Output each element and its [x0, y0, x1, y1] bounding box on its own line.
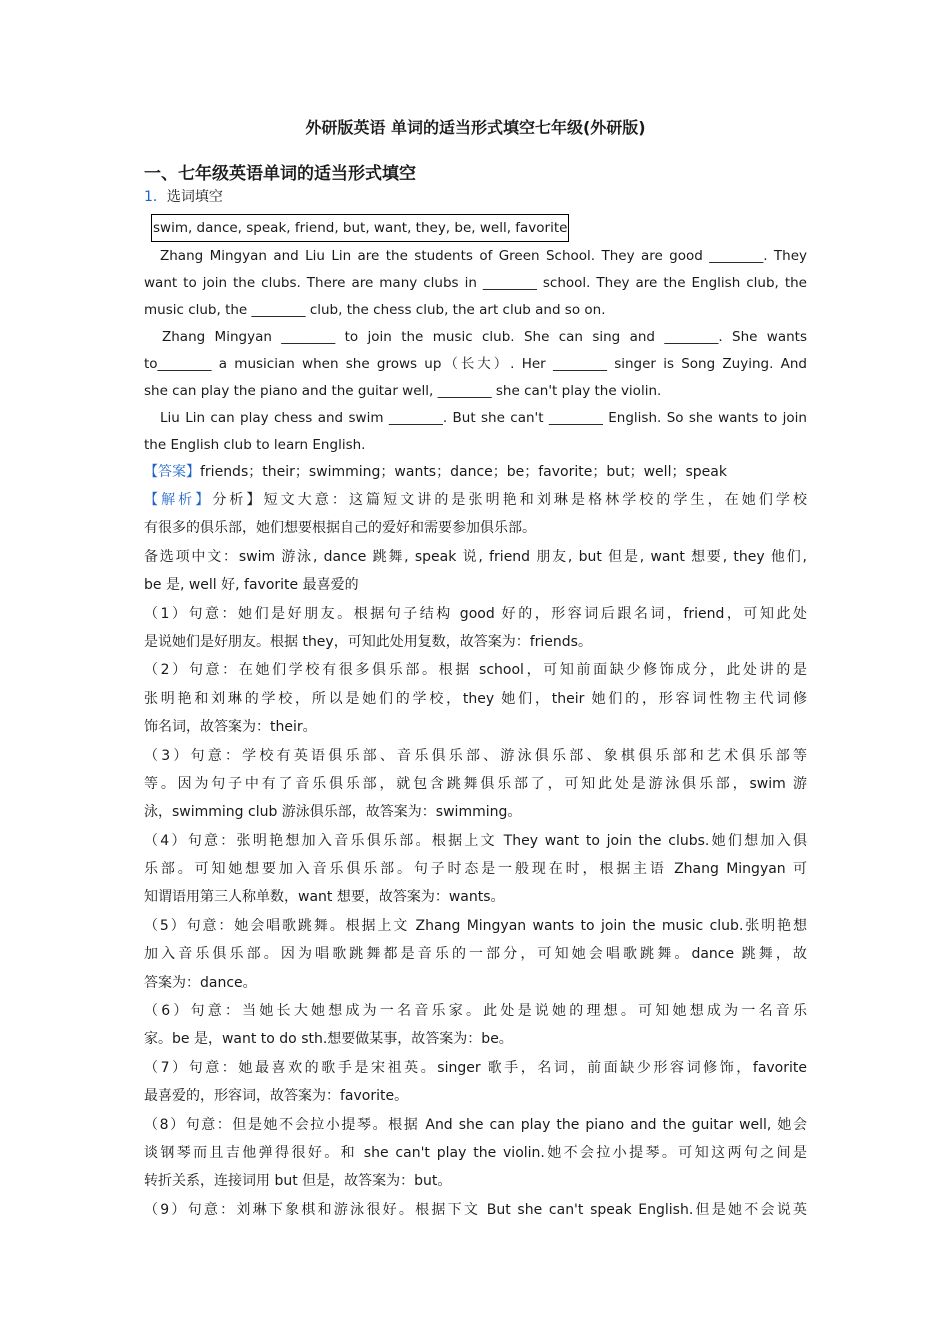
passage-line: to________ a musician when she grows up（长大）. Her ________ singer is Song Zuying. And — [144, 356, 807, 372]
analysis-line: 家。be 是，want to do sth.想要做某事，故答案为：be。 — [144, 1031, 513, 1048]
passage-line: Liu Lin can play chess and swim ________. But she can't ________ English. So she wants to join — [160, 410, 807, 426]
answer-tag: 【答案】 — [144, 464, 200, 480]
passage-line: music club, the ________ club, the chess club, the art club and so on. — [144, 302, 606, 318]
analysis-line: （2）句意：在她们学校有很多俱乐部。根据 school，可知前面缺少修饰成分，此处讲的是 — [144, 662, 807, 679]
analysis-text: 分析】短文大意：这篇短文讲的是张明艳和刘琳是格林学校的学生，在她们学校 — [212, 492, 807, 508]
passage-line: the English club to learn English. — [144, 437, 366, 453]
passage-line: Zhang Mingyan ________ to join the music club. She can sing and ________. She wants — [162, 329, 807, 345]
analysis-line: 有很多的俱乐部，她们想要根据自己的爱好和需要参加俱乐部。 — [144, 520, 536, 537]
analysis-line: be 是, well 好, favorite 最喜爱的 — [144, 577, 359, 594]
analysis-line: 知谓语用第三人称单数，want 想要，故答案为：wants。 — [144, 889, 505, 906]
question-number: 1． — [144, 189, 167, 205]
analysis-line: （8）句意：但是她不会拉小提琴。根据 And she can play the piano and the guitar well, 她会 — [144, 1116, 807, 1133]
passage — [144, 243, 807, 459]
analysis-line: 张明艳和刘琳的学校，所以是她们的学校，they 她们，their 她们的，形容词性物主代词修 — [144, 690, 807, 707]
analysis-line: （1）句意：她们是好朋友。根据句子结构 good 好的，形容词后跟名词，friend，可知此处 — [144, 605, 807, 622]
passage-paragraph — [144, 243, 807, 324]
passage-line: Zhang Mingyan and Liu Lin are the students of Green School. They are good ________. They — [160, 248, 807, 264]
answer-line — [144, 459, 727, 486]
document-title: 外研版英语 单词的适当形式填空七年级(外研版) — [305, 118, 646, 137]
analysis-line: 乐部。可知她想要加入音乐俱乐部。句子时态是一般现在时，根据主语 Zhang Mingyan 可 — [144, 861, 807, 878]
analysis-line: （4）句意：张明艳想加入音乐俱乐部。根据上文 They want to join the clubs.她们想加入俱 — [144, 832, 807, 849]
question-header — [144, 186, 223, 208]
analysis-line: （7）句意：她最喜欢的歌手是宋祖英。singer 歌手，名词，前面缺少形容词修饰，favorite — [144, 1059, 807, 1076]
analysis-tag: 【解析】 — [144, 492, 213, 508]
analysis-line: （5）句意：她会唱歌跳舞。根据上文 Zhang Mingyan wants to join the music club.张明艳想 — [144, 917, 807, 934]
analysis-line: 谈钢琴而且吉他弹得很好。和 she can't play the violin.她不会拉小提琴。可知这两句之间是 — [144, 1144, 807, 1161]
word-bank-box: swim, dance, speak, friend, but, want, they, be, well, favorite — [151, 214, 569, 242]
analysis-line: 等。因为句子中有了音乐俱乐部，就包含跳舞俱乐部了，可知此处是游泳俱乐部，swim 游 — [144, 775, 807, 792]
analysis-line: 泳，swimming club 游泳俱乐部，故答案为：swimming。 — [144, 804, 522, 821]
analysis-first-line — [144, 486, 807, 514]
analysis-line: 备选项中文：swim 游泳, dance 跳舞, speak 说, friend 朋友, but 但是, want 想要, they 他们, — [144, 548, 807, 565]
passage-paragraph — [144, 324, 807, 405]
analysis-line: （3）句意：学校有英语俱乐部、音乐俱乐部、游泳俱乐部、象棋俱乐部和艺术俱乐部等 — [144, 747, 807, 764]
analysis-block — [144, 486, 807, 1224]
analysis-line: 最喜爱的，形容词，故答案为：favorite。 — [144, 1088, 409, 1105]
analysis-line: 转折关系，连接词用 but 但是，故答案为：but。 — [144, 1173, 452, 1190]
analysis-line: （6）句意：当她长大她想成为一名音乐家。此处是说她的理想。可知她想成为一名音乐 — [144, 1003, 807, 1020]
question-label: 选词填空 — [166, 189, 223, 205]
analysis-line: 加入音乐俱乐部。因为唱歌跳舞都是音乐的一部分，可知她会唱歌跳舞。dance 跳舞，故 — [144, 946, 807, 963]
answer-text: friends；their；swimming；wants；dance；be；favorite；but；well；speak — [200, 464, 727, 480]
passage-line: she can play the piano and the guitar well, ________ she can't play the violin. — [144, 383, 662, 399]
analysis-line: 答案为：dance。 — [144, 974, 257, 991]
passage-paragraph — [144, 405, 807, 459]
analysis-line: 是说她们是好朋友。根据 they，可知此处用复数，故答案为：friends。 — [144, 633, 592, 650]
analysis-line: 饰名词，故答案为：their。 — [144, 719, 317, 736]
analysis-line: （9）句意：刘琳下象棋和游泳很好。根据下文 But she can't speak English.但是她不会说英 — [144, 1201, 807, 1218]
section-heading: 一、七年级英语单词的适当形式填空 — [144, 164, 416, 184]
passage-line: want to join the clubs. There are many clubs in ________ school. They are the English club, the — [144, 275, 807, 291]
